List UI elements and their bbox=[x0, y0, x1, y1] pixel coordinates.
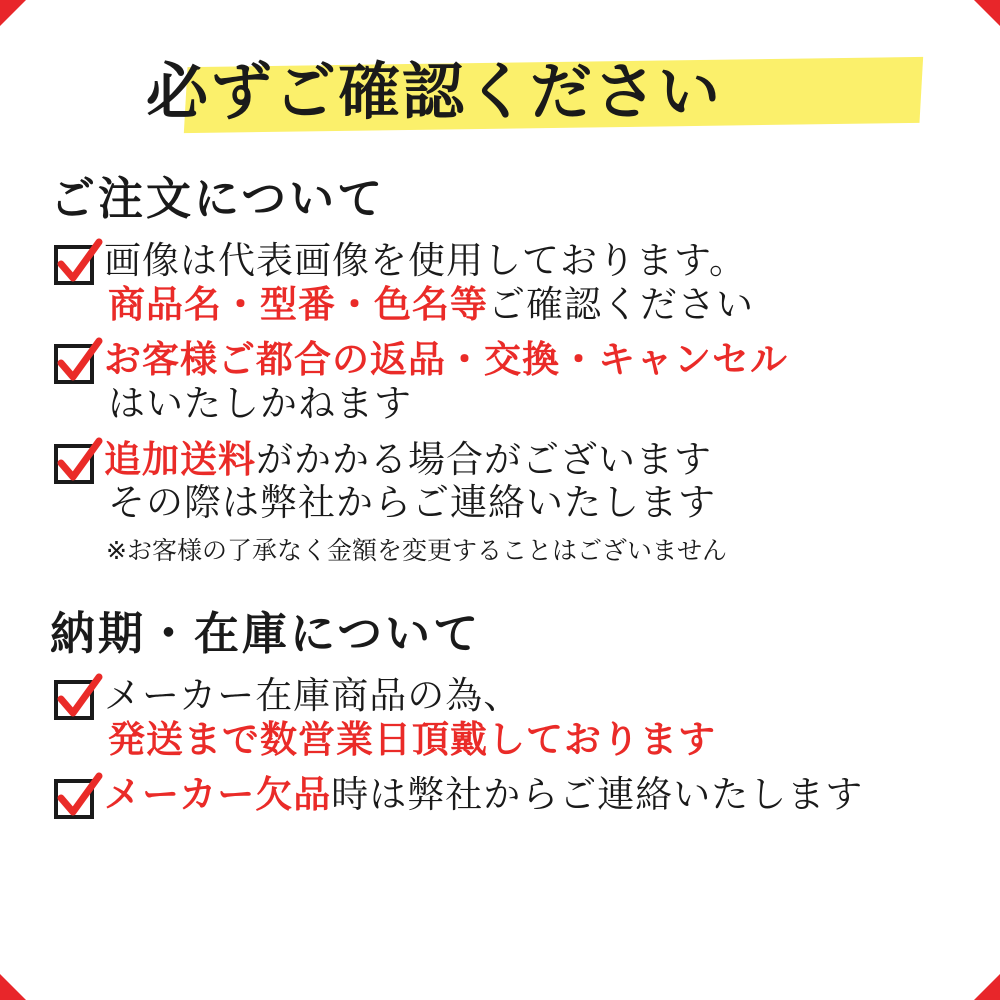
checkbox-checked-icon bbox=[54, 680, 94, 720]
section-heading-order: ご注文について bbox=[50, 172, 386, 225]
text-segment-emphasis: メーカー欠品 bbox=[104, 773, 332, 817]
title-text: 必ずご確認ください bbox=[146, 55, 723, 128]
list-item bbox=[54, 674, 960, 761]
checkbox-checked-icon bbox=[54, 779, 94, 819]
text-segment-emphasis: お客様ご都合の返品・交換・キャンセル bbox=[104, 338, 788, 382]
list-item bbox=[54, 239, 960, 326]
list-item bbox=[54, 338, 960, 425]
text-segment-emphasis: 商品名・型番・色名等 bbox=[108, 282, 488, 326]
checkbox-checked-icon bbox=[54, 444, 94, 484]
text-segment: 画像は代表画像を使用しております。 bbox=[104, 239, 748, 282]
list-item-text bbox=[104, 773, 960, 817]
text-segment-emphasis: 追加送料 bbox=[104, 437, 256, 481]
list-item-text bbox=[104, 438, 960, 567]
list-item-text bbox=[104, 338, 960, 425]
list-item-note: ※お客様の了承なく金額を変更することはございません bbox=[106, 535, 727, 565]
text-segment: がかかる場合がございます bbox=[256, 437, 712, 481]
list-item bbox=[54, 438, 960, 567]
checkbox-checked-icon bbox=[54, 344, 94, 384]
text-segment: その際は弊社からご連絡いたします bbox=[108, 481, 716, 525]
list-item-text bbox=[104, 239, 960, 326]
list-item-text bbox=[104, 674, 960, 761]
section-heading-delivery: 納期・在庫について bbox=[50, 606, 482, 660]
text-segment-emphasis: 発送まで数営業日頂戴しております bbox=[108, 717, 716, 761]
text-segment: はいたしかねます bbox=[108, 381, 412, 425]
text-segment: ご確認ください bbox=[488, 282, 754, 326]
list-item bbox=[54, 773, 960, 819]
text-segment: 時は弊社からご連絡いたします bbox=[331, 773, 864, 817]
checkbox-checked-icon bbox=[54, 245, 94, 285]
text-segment: メーカー在庫商品の為、 bbox=[104, 673, 522, 717]
page-title bbox=[146, 40, 960, 144]
